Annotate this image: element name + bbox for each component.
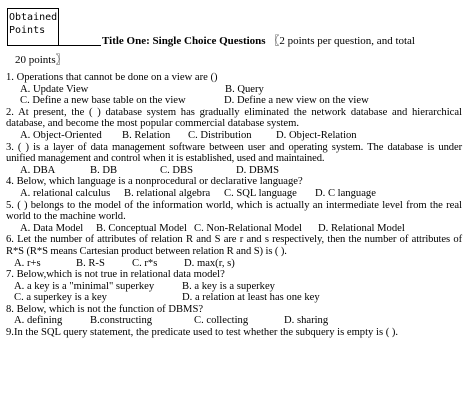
- option-c: C. DBS: [160, 164, 193, 176]
- section-title-rest: 〖2 points per question, and total: [268, 35, 415, 47]
- option-b: B. Conceptual Model: [96, 222, 187, 234]
- option-b: B. Query: [225, 83, 264, 95]
- option-c: C. Define a new base table on the view: [20, 95, 186, 107]
- options-row: [6, 223, 462, 235]
- option-c: C. collecting: [194, 315, 249, 327]
- options-row: [6, 292, 462, 304]
- option-d: D. Object-Relation: [276, 129, 357, 141]
- question-stem: 7. Below,which is not true in relational data model?: [6, 269, 225, 281]
- option-a: A. Update View: [20, 83, 89, 95]
- option-c: C. Non-Relational Model: [194, 222, 302, 234]
- section-title: [102, 36, 415, 48]
- score-underline: [59, 45, 101, 46]
- option-d: D. sharing: [284, 315, 329, 327]
- options-row: [6, 165, 462, 177]
- question-stem: 1. Operations that cannot be done on a view are (): [6, 72, 218, 83]
- question-stem: 4. Below, which language is a nonprocedural or declarative language?: [6, 176, 303, 188]
- section-title-bold: Title One: Single Choice Questions: [102, 35, 266, 47]
- option-d: D. Relational Model: [318, 222, 405, 234]
- option-c: C. r*s: [132, 257, 158, 269]
- score-box: [7, 8, 59, 46]
- question-3: [6, 142, 462, 177]
- option-a: A. DBA: [20, 164, 56, 176]
- option-b: B. a key is a superkey: [182, 280, 275, 292]
- question-2: [6, 107, 462, 142]
- option-b: B. DB: [90, 164, 118, 176]
- option-d: D. C language: [315, 187, 376, 199]
- question-6: [6, 234, 462, 269]
- option-c: C. SQL language: [224, 187, 297, 199]
- option-d: D. a relation at least has one key: [182, 292, 320, 304]
- option-d: D. DBMS: [236, 164, 279, 176]
- score-label: Obtained Points: [9, 12, 58, 36]
- option-b: B. R-S: [76, 257, 105, 269]
- question-stem: 8. Below, which is not the function of DBMS?: [6, 303, 204, 315]
- question-stem: 5. ( ) belongs to the model of the information world, which is actually an intermediate level from the real world to the machine world.: [6, 199, 462, 223]
- option-b: B. Relation: [122, 129, 171, 141]
- options-row: [6, 84, 462, 96]
- option-c: C. Distribution: [188, 129, 252, 141]
- question-1: [6, 72, 462, 107]
- question-stem: 6. Let the number of attributes of relation R and S are r and s respectively, then the number of attributes of R*S (R*S means Cartesian product between relation R and S) is ( ).: [6, 234, 462, 257]
- question-8: [6, 304, 462, 327]
- options-row: [6, 130, 462, 142]
- option-c: C. a superkey is a key: [14, 292, 107, 304]
- option-d: D. Define a new view on the view: [224, 95, 369, 107]
- question-5: [6, 200, 462, 235]
- question-7: [6, 269, 462, 304]
- question-stem: 9.In the SQL query statement, the predicate used to test whether the subquery is empty is ( ).: [6, 327, 399, 339]
- option-a: A. a key is a "minimal" superkey: [14, 280, 155, 292]
- options-row: [6, 188, 462, 200]
- options-row: [6, 95, 462, 107]
- question-4: [6, 176, 462, 199]
- question-list: [6, 72, 462, 339]
- options-row: [6, 258, 462, 270]
- options-row: [6, 281, 462, 293]
- section-title-continued: 20 points〗: [15, 54, 67, 66]
- option-a: A. relational calculus: [20, 187, 111, 199]
- question-stem: 2. At present, the ( ) database system has gradually eliminated the network database and hierarchical database, and become the most popular commercial database system.: [6, 106, 462, 130]
- options-row: [6, 315, 462, 327]
- option-a: A. defining: [14, 315, 63, 327]
- option-a: A. r+s: [14, 257, 41, 269]
- question-stem: 3. ( ) is a layer of data management software between user and operating system. The database is under unified management and control when it is established, used and maintained.: [6, 141, 462, 165]
- question-9: [6, 327, 462, 339]
- option-b: B. relational algebra: [124, 187, 211, 199]
- option-a: A. Object-Oriented: [20, 129, 102, 141]
- option-d: D. max(r, s): [184, 257, 235, 269]
- option-a: A. Data Model: [20, 222, 84, 234]
- option-b: B.constructing: [90, 315, 153, 327]
